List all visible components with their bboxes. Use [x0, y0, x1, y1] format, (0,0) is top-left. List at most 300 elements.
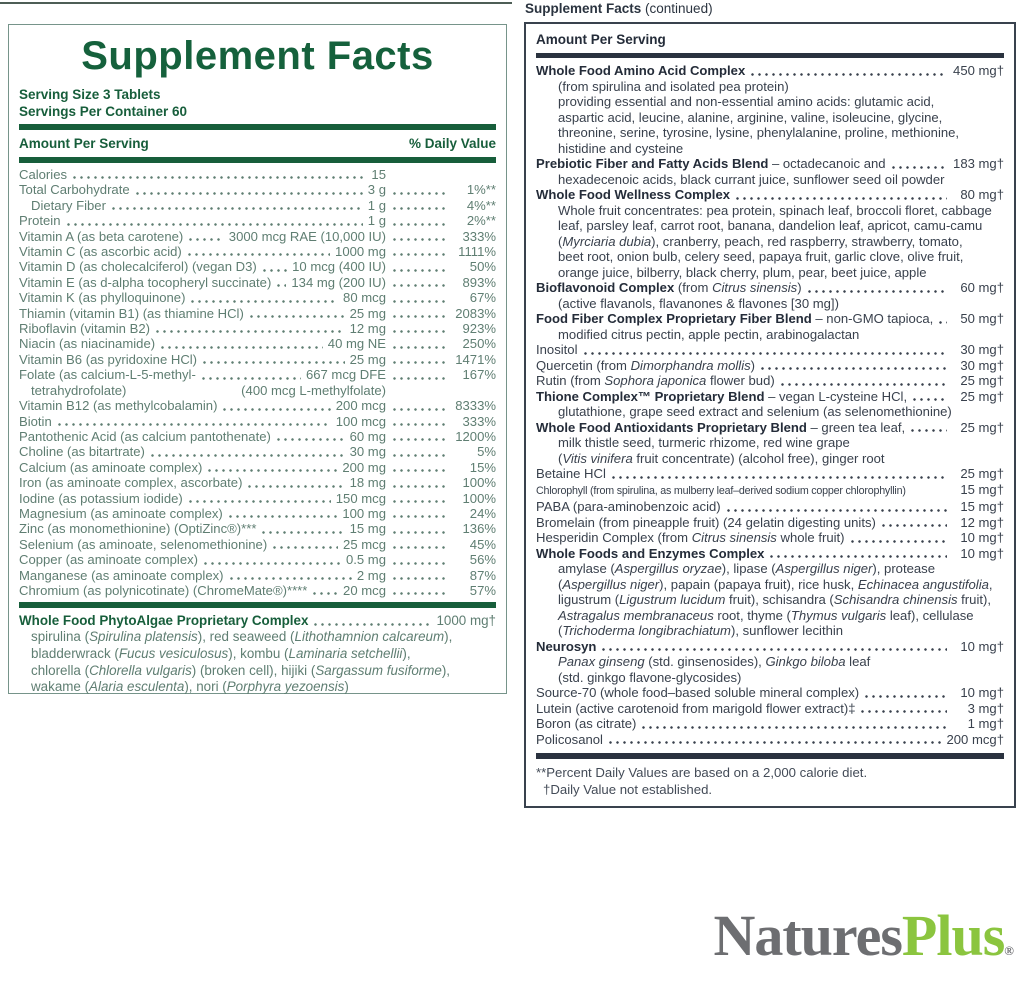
dot-leader: [779, 383, 947, 386]
top-divider-rule: [0, 2, 512, 4]
nutrient-name: Magnesium (as aminoate complex): [19, 505, 223, 521]
dot-leader: [201, 361, 345, 364]
ingredient-amount: 1 mg†: [967, 716, 1004, 731]
dot-leader: [391, 592, 447, 595]
nutrient-row: [19, 306, 496, 321]
nutrient-row: [19, 383, 496, 398]
nutrient-daily-value: 4%**: [466, 197, 496, 213]
ingredient-name: – green tea leaf,: [806, 419, 906, 435]
dot-leader: [227, 515, 338, 518]
footnotes: [536, 765, 1004, 798]
nutrient-amount: 1 g: [367, 213, 386, 229]
dot-leader: [391, 408, 447, 411]
nutrient-amount: 15: [371, 167, 386, 182]
nutrient-name: Iodine (as potassium iodide): [19, 490, 183, 506]
ingredient-detail-line: (Vitis vinifera fruit concentrate) (alcohol free), ginger root: [558, 450, 885, 466]
dot-leader: [275, 284, 286, 287]
nutrient-name: Chromium (as polynicotinate) (ChromeMate®)****: [19, 582, 308, 598]
nutrient-row: [19, 537, 496, 552]
ingredient-entry: [536, 311, 1004, 342]
ingredient-name: Quercetin (from Dimorphandra mollis): [536, 357, 756, 373]
ingredient-name: – octadecanoic and: [768, 156, 886, 171]
dot-leader: [607, 741, 942, 744]
nutrient-name: Protein: [19, 213, 61, 229]
nutrient-row: [19, 244, 496, 259]
nutrient-name: Vitamin E (as d-alpha tocopheryl succinate): [19, 274, 272, 290]
dot-leader: [849, 540, 947, 543]
dot-leader: [311, 592, 338, 595]
ingredient-detail-line: (std. ginkgo flavone-glycosides): [558, 669, 742, 685]
nutrient-amount: 3 g: [367, 182, 386, 198]
dot-leader: [271, 546, 338, 549]
ingredient-entry: [536, 546, 1004, 639]
dot-leader: [246, 485, 344, 488]
nutrient-row: [19, 336, 496, 351]
dot-leader: [391, 469, 447, 472]
nutrient-amount: 150 mcg: [335, 490, 386, 506]
dot-leader: [391, 500, 447, 503]
nutrient-amount: 80 mcg: [343, 290, 386, 306]
dot-leader: [937, 321, 947, 324]
nutrient-row: [19, 321, 496, 336]
ingredient-detail-line: modified citrus pectin, apple pectin, arabinogalactan: [558, 326, 860, 342]
dot-leader: [391, 423, 447, 426]
dot-leader: [391, 192, 447, 195]
ingredient-name: Lutein (active carotenoid from marigold flower extract)‡: [536, 700, 856, 716]
dot-leader: [221, 408, 330, 411]
continued-title-bold: Supplement Facts: [525, 1, 642, 16]
nutrient-row: [19, 213, 496, 228]
nutrient-row: [19, 367, 496, 382]
nutrient-name: Thiamin (vitamin B1) (as thiamine HCl): [19, 305, 244, 321]
dot-leader: [261, 269, 287, 272]
nutrient-row: [19, 167, 496, 182]
ingredient-detail-line: leaf, parsley leaf, carrot root, banana, dandelion leaf, apricot, camu-camu: [558, 218, 983, 233]
logo-text-green: Plus: [901, 903, 1005, 968]
ingredient-name: Inositol: [536, 342, 578, 357]
nutrient-daily-value: 67%: [469, 290, 496, 306]
nutrient-row: [19, 491, 496, 506]
nutrient-row: [19, 568, 496, 583]
dot-leader: [130, 392, 236, 395]
ingredient-name: Source-70 (whole food–based soluble mineral complex): [536, 685, 860, 700]
nutrient-name: Dietary Fiber: [31, 197, 106, 213]
ingredient-detail-line: chlorella (Chlorella vulgaris) (broken cell), hijiki (Sargassum fusiforme),: [31, 662, 451, 678]
ingredient-name: Betaine HCl: [536, 466, 606, 481]
ingredient-name-bold: Whole Foods and Enzymes Complex: [536, 545, 765, 561]
nutrient-amount: 12 mg: [349, 321, 386, 337]
footnote-line: †Daily Value not established.: [543, 781, 713, 797]
ingredient-detail-line: bladderwrack (Fucus vesiculosus), kombu (Laminaria setchellii),: [31, 645, 411, 661]
dot-leader: [260, 531, 344, 534]
nutrient-daily-value: 100%: [462, 490, 496, 506]
nutrient-name: Vitamin D (as cholecalciferol) (vegan D3): [19, 259, 257, 275]
nutrient-name: Calories: [19, 167, 68, 182]
nutrient-row: [19, 583, 496, 598]
ingredient-entry: [536, 515, 1004, 531]
phytoalgae-complex-amount: 1000 mg†: [436, 613, 496, 629]
nutrient-daily-value: 250%: [462, 336, 496, 352]
nutrient-name: Vitamin C (as ascorbic acid): [19, 244, 182, 260]
registered-mark: ®: [1004, 943, 1014, 958]
ingredient-amount: 12 mg†: [960, 514, 1004, 530]
dot-leader: [391, 284, 447, 287]
nutrient-daily-value: 333%: [462, 413, 496, 429]
dot-leader: [391, 346, 447, 349]
ingredient-detail-line: providing essential and non-essential amino acids: glutamic acid,: [558, 94, 935, 109]
ingredient-entry: [536, 280, 1004, 311]
nutrient-row: [19, 198, 496, 213]
ingredient-amount: 10 mg†: [960, 638, 1004, 654]
nutrient-amount: 18 mg: [349, 475, 386, 491]
dot-leader: [110, 207, 363, 210]
nutrient-daily-value: 167%: [462, 367, 496, 383]
nutrient-amount: 20 mcg: [343, 582, 386, 598]
amount-per-serving-header: Amount Per Serving: [19, 136, 149, 151]
nutrient-daily-value: 1111%: [458, 244, 496, 260]
ingredient-detail-line: beet root, onion bulb, celery seed, papaya fruit, garlic clove, olive fruit,: [558, 249, 964, 264]
dot-leader: [600, 648, 947, 651]
nutrient-row: [19, 460, 496, 475]
ingredient-amount: 10 mg†: [960, 545, 1004, 561]
panel-title: Supplement Facts: [81, 34, 434, 78]
dot-leader: [391, 531, 447, 534]
dot-leader: [187, 238, 224, 241]
ingredient-detail-line: orange juice, bilberry, black cherry, plum, pear, beet juice, apple: [558, 264, 927, 280]
dot-leader: [186, 253, 330, 256]
dot-leader: [910, 493, 947, 496]
dot-leader: [248, 315, 345, 318]
dot-leader: [391, 330, 447, 333]
nutrient-row: [19, 475, 496, 490]
ingredient-name: – vegan L-cysteine HCl,: [764, 388, 908, 404]
column-headers: [19, 134, 496, 153]
dot-leader: [65, 223, 363, 226]
ingredient-detail-line: Panax ginseng (std. ginsenosides), Ginkgo biloba leaf: [558, 654, 871, 669]
thick-rule: [19, 124, 496, 130]
ingredient-amount: 10 mg†: [960, 530, 1004, 545]
ingredient-entry: [536, 701, 1004, 717]
ingredient-name: Rutin (from Sophora japonica flower bud): [536, 373, 775, 388]
dot-leader: [768, 555, 947, 558]
nutrient-row: [19, 429, 496, 444]
ingredient-amount: 15 mg†: [960, 499, 1004, 514]
ingredient-name-bold: Thione Complex™ Proprietary Blend: [536, 388, 765, 404]
dot-leader: [582, 352, 948, 355]
nutrient-amount: 25 mg: [349, 351, 386, 367]
dot-leader: [189, 300, 338, 303]
dot-leader: [275, 438, 345, 441]
nutrient-daily-value: 100%: [462, 475, 496, 491]
dot-leader: [391, 238, 447, 241]
ingredient-amount: 25 mg†: [960, 466, 1004, 481]
nutrient-name: Folate (as calcium-L-5-methyl-: [19, 367, 196, 383]
ingredient-name-bold: Neurosyn: [536, 638, 597, 654]
nutrient-name: Choline (as bitartrate): [19, 444, 145, 460]
phytoalgae-ingredients: [19, 629, 496, 695]
nutrient-daily-value: 50%: [469, 259, 496, 275]
dot-leader: [725, 509, 947, 512]
nutrient-name: Manganese (as aminoate complex): [19, 567, 224, 583]
thick-rule: [536, 53, 1004, 58]
supplement-facts-panel-left: [8, 24, 507, 694]
footnote-line: **Percent Daily Values are based on a 2,000 calorie diet.: [536, 765, 868, 780]
dot-leader: [56, 423, 331, 426]
nutrient-daily-value: 1471%: [455, 351, 496, 367]
dot-leader: [391, 485, 447, 488]
nutrient-name: Riboflavin (vitamin B2): [19, 321, 150, 337]
dot-leader: [391, 253, 447, 256]
nutrient-row: [19, 521, 496, 536]
ingredient-entry: [536, 420, 1004, 467]
ingredient-entry: [536, 499, 1004, 515]
nutrient-daily-value: 1%**: [466, 182, 496, 198]
dot-leader: [391, 562, 447, 565]
nutrient-row: [19, 229, 496, 244]
ingredient-amount: 25 mg†: [960, 388, 1004, 404]
ingredient-name: (from Citrus sinensis): [674, 280, 802, 295]
nutrient-row: [19, 182, 496, 197]
ingredient-entry: [536, 358, 1004, 374]
ingredient-entry: [536, 156, 1004, 187]
nutrient-amount: 1 g: [367, 197, 386, 213]
ingredient-amount: 25 mg†: [960, 419, 1004, 435]
nutrient-daily-value: 57%: [469, 582, 496, 598]
nutrient-amount: 10 mcg (400 IU): [292, 259, 386, 275]
ingredient-detail-line: spirulina (Spirulina platensis), red seaweed (Lithothamnion calcareum),: [31, 629, 453, 645]
dot-leader: [391, 577, 447, 580]
ingredient-entry: [536, 716, 1004, 732]
naturesplus-logo: [713, 903, 1014, 980]
serving-size: Serving Size 3 Tablets: [19, 87, 161, 102]
nutrient-daily-value: 87%: [469, 567, 496, 583]
nutrient-amount: 667 mcg DFE: [305, 367, 386, 383]
nutrient-amount: 2 mg: [356, 567, 386, 583]
nutrient-name: Iron (as aminoate complex, ascorbate): [19, 475, 243, 491]
ingredient-amount: 183 mg†: [953, 156, 1004, 171]
ingredient-detail-line: milk thistle seed, turmeric rhizome, red wine grape: [558, 435, 850, 450]
nutrient-name: Calcium (as aminoate complex): [19, 459, 203, 475]
nutrient-amount: 134 mg (200 IU): [291, 274, 386, 290]
dot-leader: [759, 367, 947, 370]
ingredient-entry: [536, 389, 1004, 420]
ingredient-name-bold: Whole Food Antioxidants Proprietary Blend: [536, 419, 807, 435]
dot-leader: [863, 695, 947, 698]
daily-value-header: % Daily Value: [408, 136, 496, 151]
ingredient-name-bold: Prebiotic Fiber and Fatty Acids Blend: [536, 156, 769, 171]
nutrient-daily-value: 8333%: [455, 398, 496, 414]
ingredient-detail-line: (Aspergillus niger), papain (papaya fruit), rice husk, Echinacea angustifolia,: [558, 576, 993, 592]
dot-leader: [149, 454, 345, 457]
ingredient-entry: [536, 342, 1004, 358]
nutrient-name: Vitamin B12 (as methylcobalamin): [19, 398, 218, 414]
nutrient-amount: 1000 mg: [335, 244, 386, 260]
ingredient-entry: [536, 373, 1004, 389]
dot-leader: [734, 197, 947, 200]
phytoalgae-complex-name: Whole Food PhytoAlgae Proprietary Complex: [19, 613, 309, 629]
nutrient-name: Biotin: [19, 413, 52, 429]
dot-leader: [71, 176, 366, 179]
nutrient-daily-value: 15%: [469, 459, 496, 475]
nutrient-amount: 15 mg: [349, 521, 386, 537]
nutrient-name: tetrahydrofolate): [31, 382, 127, 398]
ingredient-entry: [536, 63, 1004, 156]
ingredient-amount: 450 mg†: [953, 63, 1004, 78]
nutrient-name: Pantothenic Acid (as calcium pantothenate): [19, 428, 271, 444]
ingredient-name: Boron (as citrate): [536, 716, 637, 731]
nutrient-daily-value: 893%: [462, 274, 496, 290]
dot-leader: [859, 710, 947, 713]
nutrient-name: Total Carbohydrate: [19, 182, 130, 198]
ingredient-detail-line: (Myrciaria dubia), cranberry, peach, red raspberry, strawberry, tomato,: [558, 233, 963, 249]
dot-leader: [391, 176, 447, 179]
dot-leader: [391, 438, 447, 441]
ingredient-amount: 3 mg†: [967, 700, 1004, 716]
ingredient-name-bold: Food Fiber Complex Proprietary Fiber Blend: [536, 311, 812, 326]
dot-leader: [890, 166, 947, 169]
ingredient-name: Policosanol: [536, 731, 603, 747]
dot-leader: [391, 315, 447, 318]
ingredient-detail-line: Astragalus membranaceus root, thyme (Thymus vulgaris leaf), cellulase: [558, 607, 974, 623]
nutrient-table: [19, 167, 496, 598]
nutrient-daily-value: 2083%: [455, 305, 496, 321]
dot-leader: [880, 524, 947, 527]
nutrient-daily-value: 45%: [469, 536, 496, 552]
nutrient-amount: 0.5 mg: [345, 552, 386, 568]
nutrient-row: [19, 352, 496, 367]
nutrient-row: [19, 506, 496, 521]
nutrient-row: [19, 259, 496, 274]
nutrient-daily-value: 1200%: [455, 428, 496, 444]
nutrient-row: [19, 398, 496, 413]
ingredient-amount: 50 mg†: [960, 311, 1004, 326]
dot-leader: [206, 469, 337, 472]
ingredient-amount: 30 mg†: [960, 342, 1004, 357]
nutrient-daily-value: 5%: [477, 444, 496, 460]
nutrient-amount: 40 mg NE: [327, 336, 386, 352]
nutrient-row: [19, 444, 496, 459]
dot-leader: [154, 330, 345, 333]
ingredient-detail-line: wakame (Alaria esculenta), nori (Porphyra yezoensis): [31, 679, 349, 695]
amount-per-serving-header: Amount Per Serving: [536, 32, 666, 47]
nutrient-row: [19, 552, 496, 567]
ingredient-detail-line: histidine and cysteine: [558, 140, 684, 156]
nutrient-amount: 30 mg: [349, 444, 386, 460]
dot-leader: [391, 207, 447, 210]
ingredient-amount: 30 mg†: [960, 357, 1004, 373]
ingredient-detail-line: (Trichoderma longibrachiatum), sunflower lecithin: [558, 623, 844, 638]
logo-text-gray: Natures: [713, 903, 902, 968]
ingredient-detail-line: threonine, serine, tyrosine, lysine, phenylalanine, proline, methionine,: [558, 125, 960, 140]
dot-leader: [806, 290, 947, 293]
nutrient-amount: 3000 mcg RAE (10,000 IU): [228, 228, 386, 244]
continued-title-suffix: (continued): [641, 1, 713, 16]
dot-leader: [391, 515, 447, 518]
ingredient-amount: 200 mcg†: [946, 731, 1004, 747]
ingredient-entry: [536, 732, 1004, 748]
dot-leader: [610, 476, 947, 479]
dot-leader: [391, 269, 447, 272]
ingredient-name-bold: Bioflavonoid Complex: [536, 280, 675, 295]
ingredient-detail-line: hexadecenoic acids, black currant juice, sunflower seed oil powder: [558, 171, 945, 187]
nutrient-amount: 100 mg: [342, 505, 386, 521]
nutrient-amount: 25 mg: [349, 305, 386, 321]
nutrient-amount: 200 mg: [342, 459, 386, 475]
dot-leader: [391, 546, 447, 549]
supplement-facts-panel-right: [524, 0, 1016, 808]
nutrient-daily-value: 136%: [462, 521, 496, 537]
nutrient-amount: 25 mcg: [343, 536, 386, 552]
ingredient-name: PABA (para-aminobenzoic acid): [536, 499, 721, 514]
dot-leader: [391, 223, 447, 226]
ingredient-amount: 60 mg†: [960, 280, 1004, 295]
nutrient-name: Vitamin B6 (as pyridoxine HCl): [19, 351, 198, 367]
nutrient-row: [19, 275, 496, 290]
nutrient-name: Niacin (as niacinamide): [19, 336, 156, 352]
nutrient-name: Vitamin A (as beta carotene): [19, 228, 184, 244]
dot-leader: [640, 726, 947, 729]
ingredient-detail-line: aspartic acid, leucine, alanine, arginine, valine, isoleucine, glycine,: [558, 109, 943, 125]
nutrient-name: Vitamin K (as phylloquinone): [19, 290, 186, 306]
ingredient-name: – non-GMO tapioca,: [811, 311, 934, 326]
ingredient-detail-line: Whole fruit concentrates: pea protein, spinach leaf, broccoli floret, cabbage: [558, 202, 992, 218]
ingredient-name: Hesperidin Complex (from Citrus sinensis whole fruit): [536, 530, 845, 545]
thick-rule: [536, 753, 1004, 759]
nutrient-daily-value: 923%: [462, 321, 496, 337]
dot-leader: [909, 429, 947, 432]
thick-rule: [19, 602, 496, 608]
continued-title: [524, 0, 1016, 17]
nutrient-amount: 200 mcg: [335, 398, 386, 414]
ingredient-entry: [536, 685, 1004, 701]
thick-rule: [19, 157, 496, 163]
dot-leader: [391, 392, 447, 395]
nutrient-daily-value: 333%: [462, 228, 496, 244]
nutrient-daily-value: 2%**: [466, 213, 496, 229]
ingredient-name: Chlorophyll (from spirulina, as mulberry leaf–derived sodium copper chlorophyllin): [536, 484, 906, 497]
dot-leader: [228, 577, 352, 580]
ingredient-entry: [536, 482, 1004, 500]
dot-leader: [312, 623, 431, 626]
nutrient-name: Zinc (as monomethionine) (OptiZinc®)***: [19, 521, 257, 537]
nutrient-name: Selenium (as aminoate, selenomethionine): [19, 536, 268, 552]
dot-leader: [202, 562, 341, 565]
ingredient-entry: [536, 187, 1004, 280]
nutrient-amount: 100 mcg: [335, 413, 386, 429]
ingredient-detail-line: (from spirulina and isolated pea protein): [558, 78, 789, 94]
ingredient-table: [536, 63, 1004, 747]
dot-leader: [391, 361, 447, 364]
ingredient-name-bold: Whole Food Amino Acid Complex: [536, 63, 746, 78]
ingredient-detail-line: (active flavanols, flavanones & flavones [30 mg]): [558, 295, 839, 311]
nutrient-daily-value: 24%: [469, 505, 496, 521]
dot-leader: [391, 377, 447, 380]
dot-leader: [200, 377, 301, 380]
ingredient-amount: 25 mg†: [960, 373, 1004, 388]
ingredient-detail-line: amylase (Aspergillus oryzae), lipase (Aspergillus niger), protease: [558, 561, 935, 576]
dot-leader: [749, 73, 947, 76]
ingredient-detail-line: ligustrum (Ligustrum lucidum fruit), schisandra (Schisandra chinensis fruit),: [558, 592, 991, 607]
ingredient-detail-line: glutathione, grape seed extract and selenium (as selenomethionine): [558, 404, 952, 419]
nutrient-amount: (400 mcg L-methylfolate): [241, 382, 386, 398]
ingredient-entry: [536, 466, 1004, 482]
nutrient-amount: 60 mg: [349, 428, 386, 444]
ingredient-amount: 80 mg†: [960, 187, 1004, 202]
ingredient-entry: [536, 639, 1004, 686]
dot-leader: [134, 192, 363, 195]
ingredient-amount: 10 mg†: [960, 685, 1004, 700]
nutrient-row: [19, 290, 496, 305]
